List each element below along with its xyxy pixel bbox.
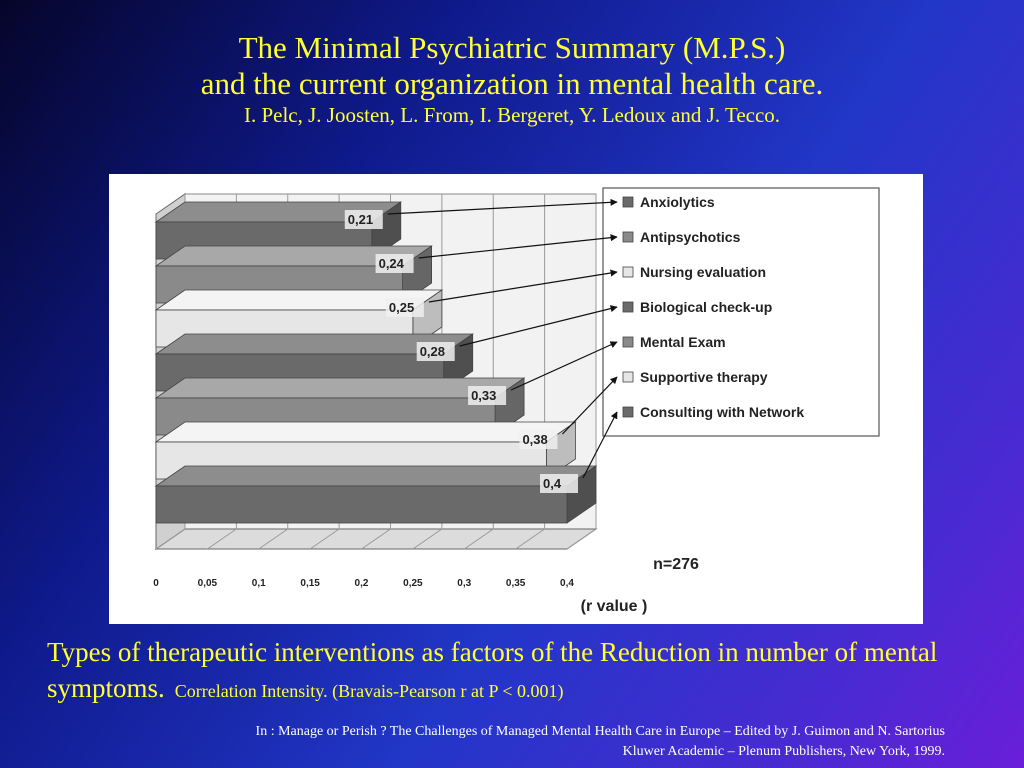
source-citation [256,722,945,762]
x-tick-label: 0,25 [403,578,423,589]
x-tick-label: 0,05 [197,578,218,589]
data-label: 0,33 [471,388,497,403]
legend-label: Consulting with Network [640,404,805,420]
bar-top [156,422,575,442]
bar-top [156,466,596,486]
slide-caption [47,634,1007,709]
legend-swatch [623,197,633,207]
data-label: 0,24 [378,256,404,271]
legend-label: Biological check-up [640,299,773,315]
x-tick-label: 0,35 [505,578,526,589]
x-tick-label: 0 [153,578,159,589]
legend-swatch [623,372,633,382]
data-label: 0,38 [522,432,548,447]
legend-label: Anxiolytics [640,194,715,210]
legend-swatch [623,407,633,417]
data-label: 0,28 [419,344,446,359]
sample-size-annotation: n=276 [653,556,699,573]
data-label: 0,25 [388,300,415,315]
x-tick-label: 0,3 [457,578,472,589]
legend-label: Nursing evaluation [640,264,767,280]
legend-label: Antipsychotics [640,229,741,245]
caption-main: Types of therapeutic interventions as factors of the Reduction in number of mental symptoms. [47,637,938,703]
title-block [0,30,1024,128]
x-tick-label: 0,2 [354,578,369,589]
bar-chart [109,174,923,624]
chart-panel [109,174,923,624]
legend-label: Mental Exam [640,334,726,350]
slide-title-line2: and the current organization in mental health care. [200,66,824,101]
slide-authors: I. Pelc, J. Joosten, L. From, I. Bergeret, Y. Ledoux and J. Tecco. [243,103,781,127]
data-label: 0,21 [347,212,374,227]
legend-label: Supportive therapy [640,369,768,385]
legend-swatch [623,267,633,277]
slide-title-line1: The Minimal Psychiatric Summary (M.P.S.) [238,30,786,65]
x-tick-label: 0,4 [560,578,574,589]
x-axis-label: (r value ) [580,598,648,615]
legend-swatch [623,232,633,242]
source-line2: Kluwer Academic – Plenum Publishers, New York, 1999. [622,744,945,759]
x-tick-label: 0,15 [300,578,320,589]
legend-swatch [623,337,633,347]
bar-front [156,486,567,523]
bar [156,466,596,523]
caption-small: Correlation Intensity. (Bravais-Pearson r at P < 0.001) [174,681,564,701]
x-tick-label: 0,1 [251,578,266,589]
legend-swatch [623,302,633,312]
source-line1: In : Manage or Perish ? The Challenges of Managed Mental Health Care in Europe – Edited by J. Guimon and N. Sartorius [255,724,945,739]
data-label: 0,4 [543,476,562,491]
